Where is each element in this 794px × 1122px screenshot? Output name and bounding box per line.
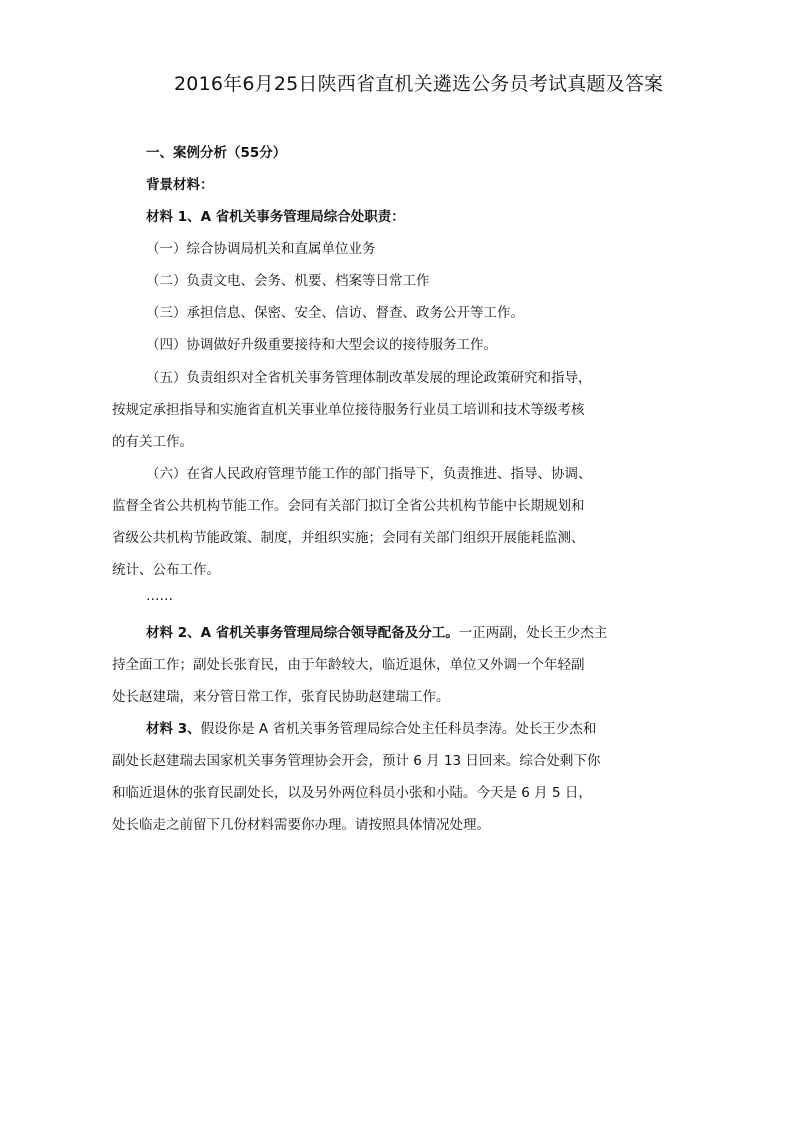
material1-item6-line: 监督全省公共机构节能工作。会同有关部门拟订全省公共机构节能中长期规划和 [112, 498, 585, 514]
material3-heading: 材料 3、 [146, 721, 201, 737]
material1-item5-line: 的有关工作。 [112, 434, 193, 450]
background-label: 背景材料： [146, 177, 214, 193]
material2-heading: 材料 2、A 省机关事务管理局综合领导配备及分工。 [146, 625, 459, 641]
material1-heading: 材料 1、A 省机关事务管理局综合处职责： [146, 209, 405, 225]
material1-item: （四）协调做好升级重要接待和大型会议的接待服务工作。 [146, 337, 497, 353]
document-title: 2016年6月25日陕西省直机关遴选公务员考试真题及答案 [174, 73, 664, 95]
ellipsis: …… [146, 588, 173, 604]
material1-item: （三）承担信息、保密、安全、信访、督查、政务公开等工作。 [146, 305, 524, 321]
material2-line: 持全面工作；副处长张育民，由于年龄较大，临近退休，单位又外调一个年轻副 [112, 657, 585, 673]
material1-item6-line: 省级公共机构节能政策、制度，并组织实施；会同有关部门组织开展能耗监测、 [112, 530, 585, 546]
material3-first-line [146, 717, 596, 737]
material1-item: （一）综合协调局机关和直属单位业务 [146, 241, 376, 257]
material1-item6-line: （六）在省人民政府管理节能工作的部门指导下，负责推进、指导、协调、 [146, 466, 592, 482]
material1-item5-line: 按规定承担指导和实施省直机关事业单位接待服务行业员工培训和技术等级考核 [112, 402, 585, 418]
material3-line: 处长临走之前留下几份材料需要你办理。请按照具体情况处理。 [112, 817, 490, 833]
material3-line: 副处长赵建瑞去国家机关事务管理协会开会，预计 6 月 13 日回来。综合处剩下你 [112, 753, 601, 769]
material2-first-line [146, 621, 607, 641]
material3-line: 和临近退休的张育民副处长，以及另外两位科员小张和小陆。今天是 6 月 5 日， [112, 785, 592, 801]
material1-item: （二）负责文电、会务、机要、档案等日常工作 [146, 273, 430, 289]
material1-item5-line: （五）负责组织对全省机关事务管理体制改革发展的理论政策研究和指导， [146, 370, 592, 386]
section-heading: 一、案例分析（55分） [146, 145, 287, 161]
material2-line: 一正两副，处长王少杰主 [458, 625, 608, 641]
material2-line: 处长赵建瑞，来分管日常工作，张育民协助赵建瑞工作。 [112, 689, 450, 705]
material1-item6-line: 统计、公布工作。 [112, 562, 220, 578]
material3-line: 假设你是 A 省机关事务管理局综合处主任科员李涛。处长王少杰和 [200, 721, 597, 737]
